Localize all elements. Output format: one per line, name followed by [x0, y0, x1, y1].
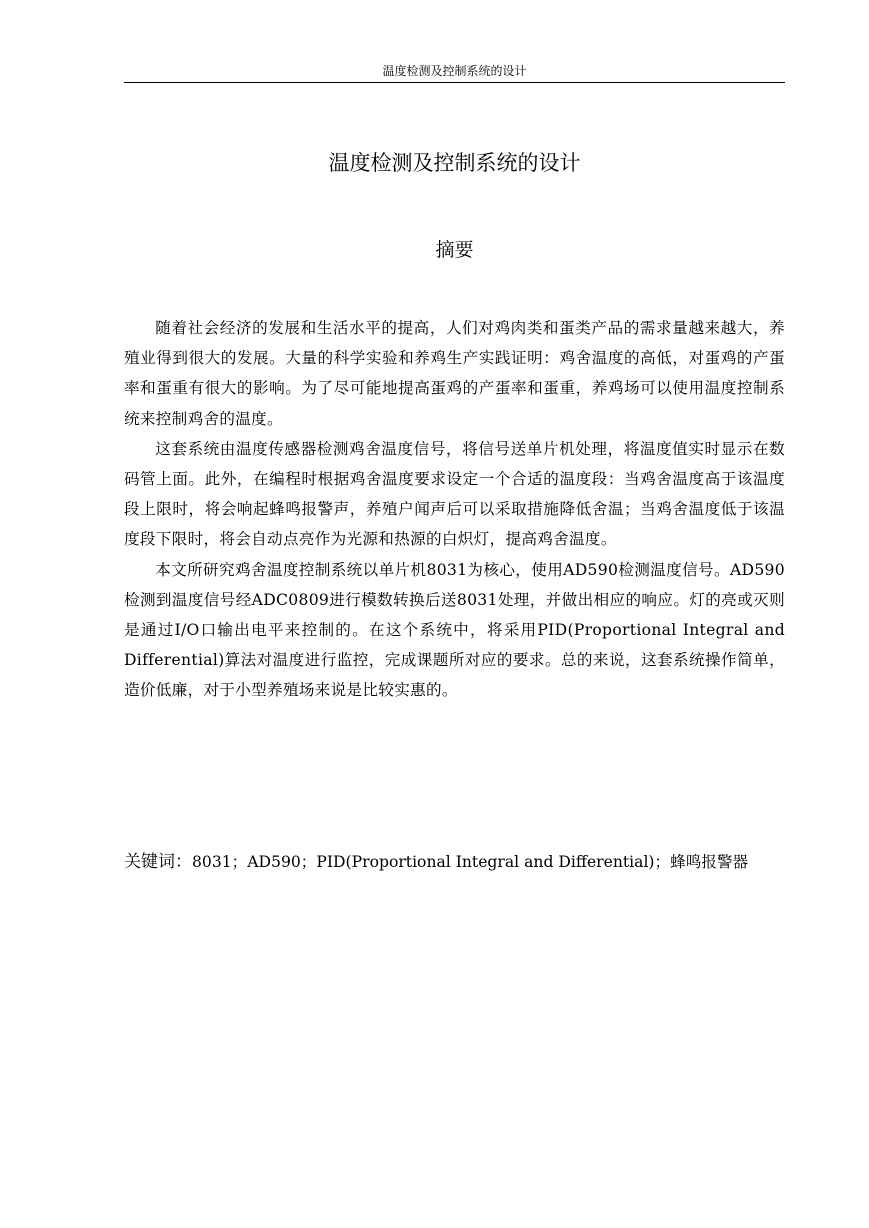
keywords-text: 8031；AD590；PID(Proportional Integral and Differential)；蜂鸣报警器	[192, 853, 749, 871]
header-rule	[124, 82, 785, 83]
document-title: 温度检测及控制系统的设计	[328, 151, 581, 175]
abstract-paragraph-2: 这套系统由温度传感器检测鸡舍温度信号，将信号送单片机处理，将温度值实时显示在数码管上面。此外，在编程时根据鸡舍温度要求设定一个合适的温度段：当鸡舍温度高于该温度段上限时，将会响起蜂鸣报警声，养殖户闻声后可以采取措施降低舍温；当鸡舍温度低于该温度段下限时，将会自动点亮作为光源和热源的白炽灯，提高鸡舍温度。	[124, 439, 785, 549]
keywords-label: 关键词：	[124, 852, 192, 872]
abstract-body	[124, 313, 785, 706]
keywords-line	[124, 848, 785, 876]
running-header: 温度检测及控制系统的设计	[382, 64, 527, 78]
abstract-paragraph-3: 本文所研究鸡舍温度控制系统以单片机8031为核心，使用AD590检测温度信号。AD590检测到温度信号经ADC0809进行模数转换后送8031处理，并做出相应的响应。灯的亮或灭则是通过I/O口输出电平来控制的。在这个系统中，将采用PID(Proportional Integral and Differential)算法对温度进行监控，完成课题所对应的要求。总的来说，这套系统操作简单，造价低廉，对于小型养殖场来说是比较实惠的。	[124, 560, 785, 700]
abstract-paragraph-1: 随着社会经济的发展和生活水平的提高，人们对鸡肉类和蛋类产品的需求量越来越大，养殖业得到很大的发展。大量的科学实验和养鸡生产实践证明：鸡舍温度的高低，对蛋鸡的产蛋率和蛋重有很大的影响。为了尽可能地提高蛋鸡的产蛋率和蛋重，养鸡场可以使用温度控制系统来控制鸡舍的温度。	[124, 319, 785, 428]
abstract-heading: 摘要	[435, 239, 474, 261]
